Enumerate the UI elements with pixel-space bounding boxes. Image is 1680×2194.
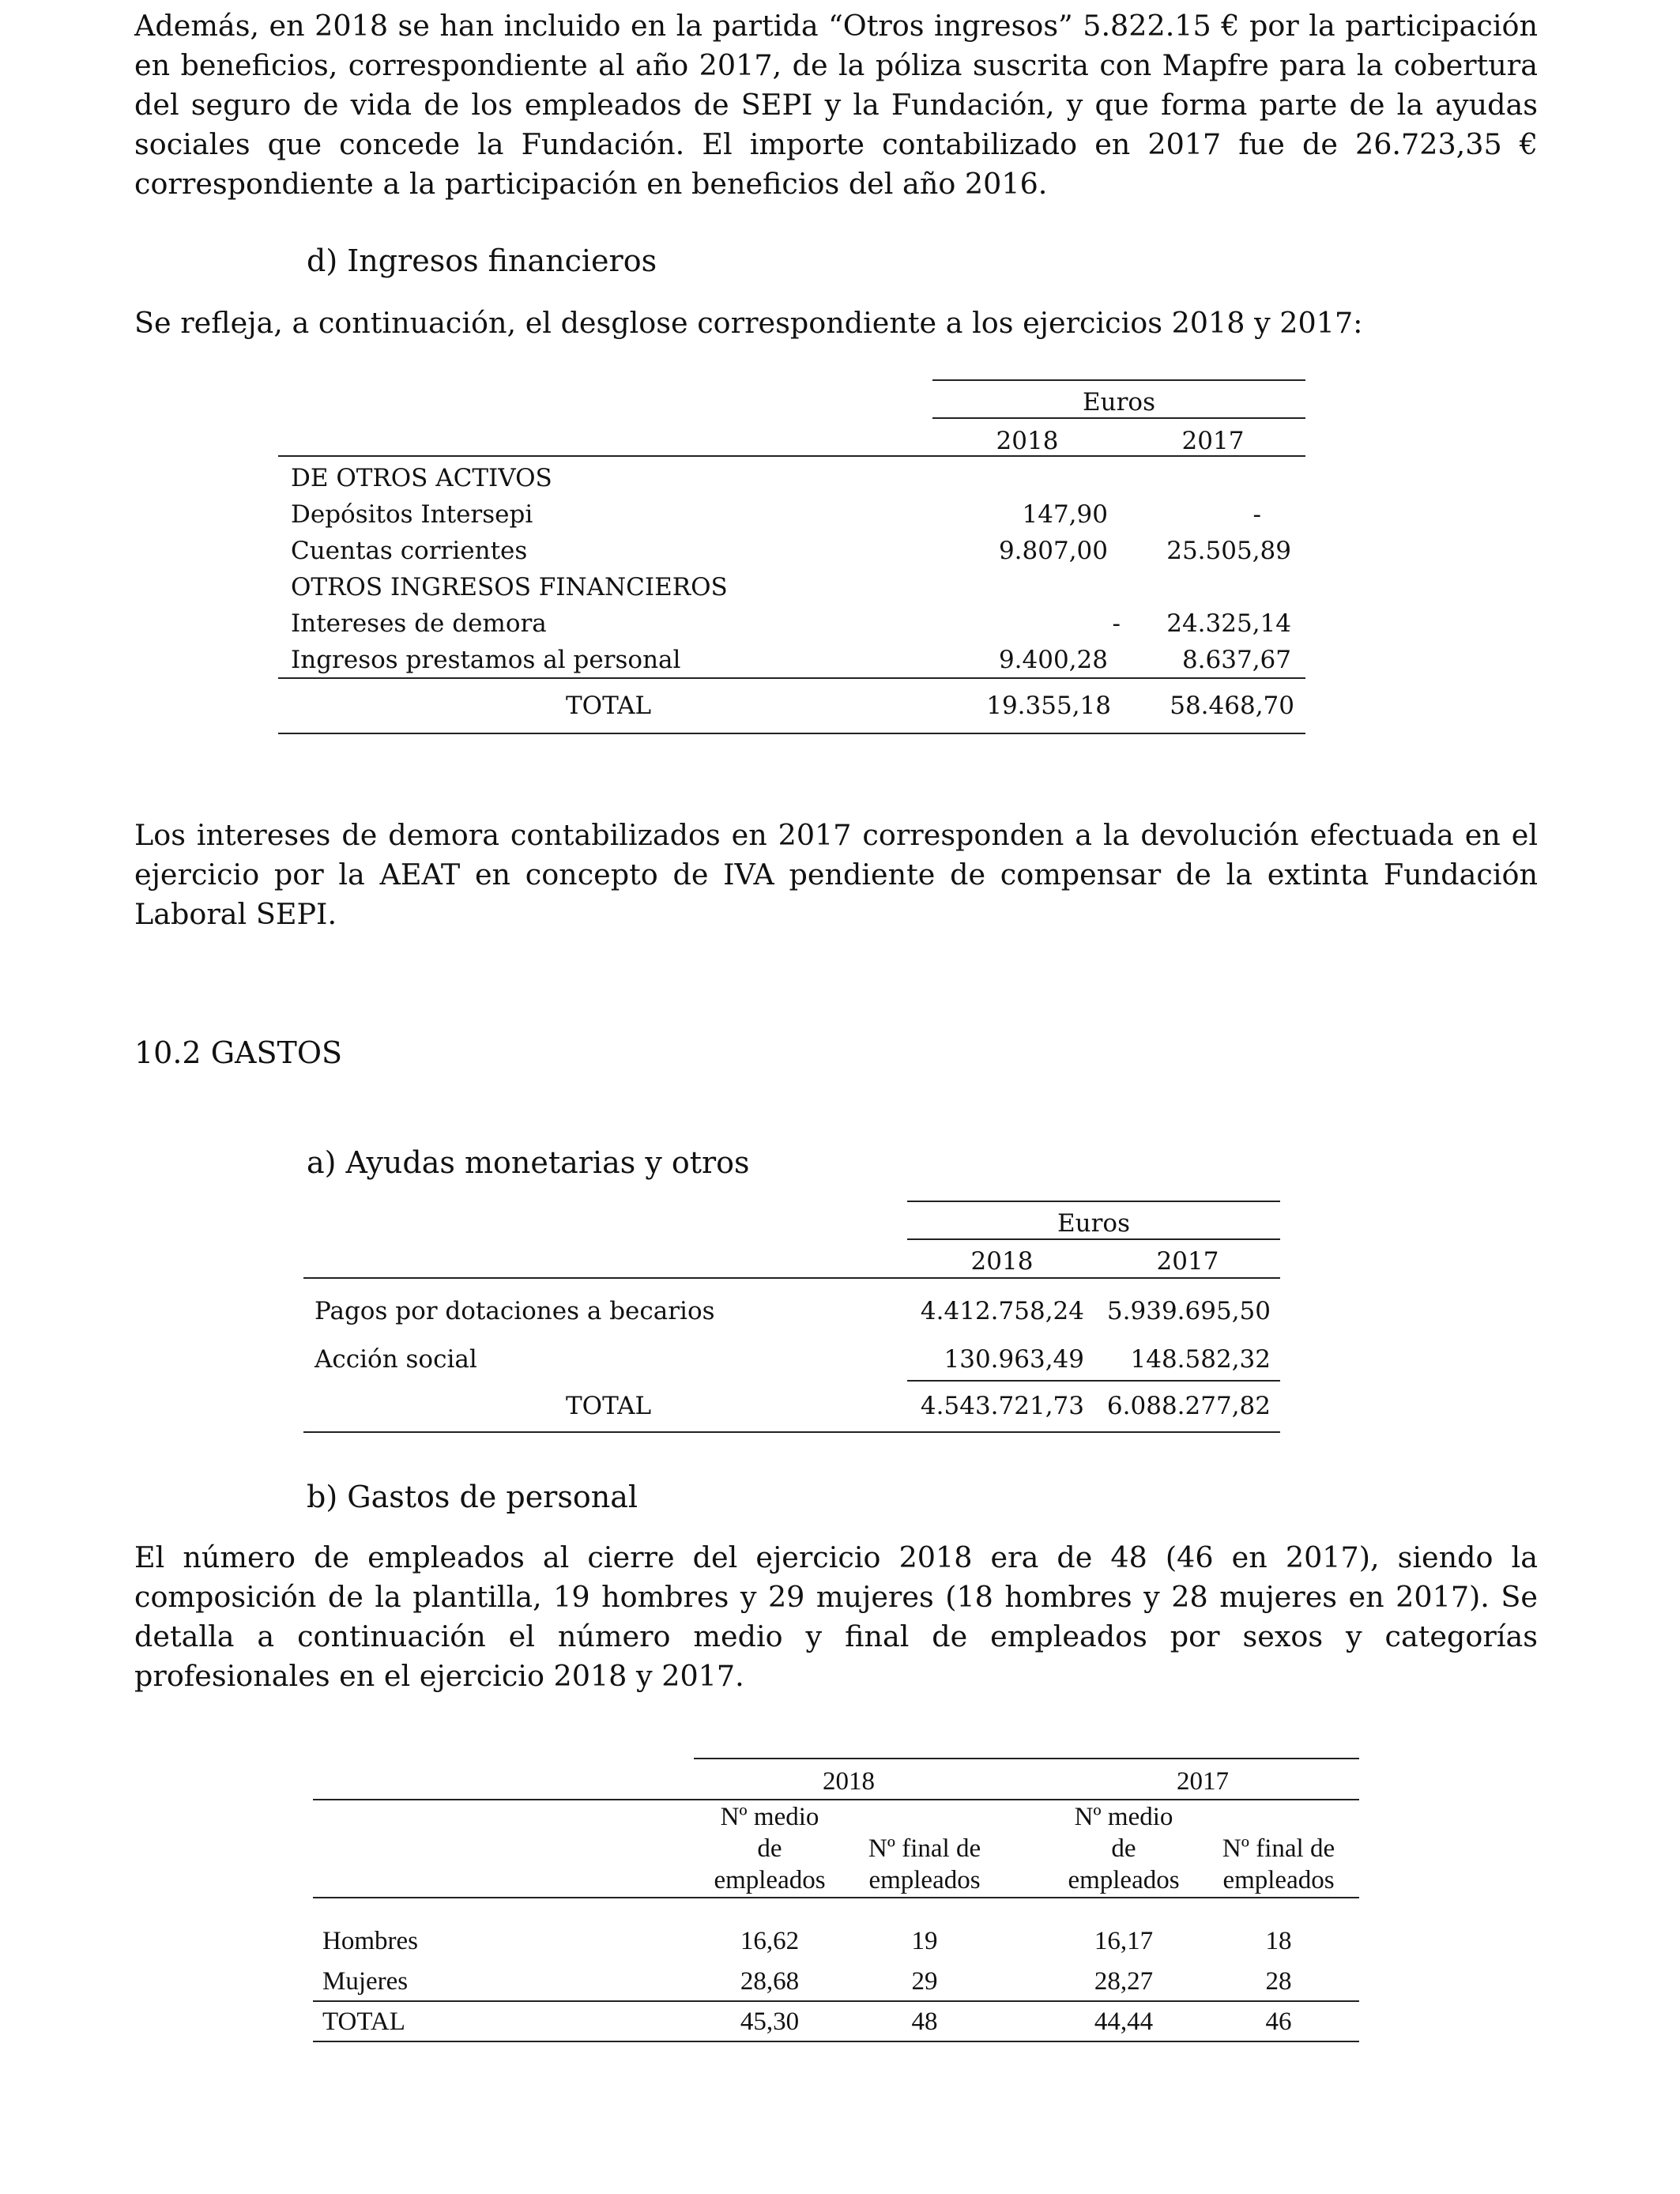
- row-label: Mujeres: [322, 1967, 409, 1996]
- table-rule: [313, 2041, 1359, 2042]
- section-b-heading: b) Gastos de personal: [307, 1480, 638, 1514]
- section-b-intro: El número de empleados al cierre del ejercicio 2018 era de 48 (46 en 2017), siendo la composición de la plantilla, 19 hombres y 29 mujeres (18 hombres y 28 mujeres en 2017). Se detalla a continuación el número medio y final de empleados por sexos y categorías profesionales en el ejercicio 2018 y 2017.: [134, 1540, 1538, 1693]
- section-title: 10.2 GASTOS: [134, 1035, 343, 1070]
- value-2018: 147,90: [1022, 500, 1108, 529]
- row-label: Intereses de demora: [291, 609, 547, 638]
- col-header-medio: empleados: [1068, 1866, 1180, 1894]
- value-2018: 130.963,49: [944, 1345, 1084, 1374]
- total-label: TOTAL: [566, 1392, 652, 1420]
- value-2017: 148.582,32: [1130, 1345, 1271, 1374]
- row-label: DE OTROS ACTIVOS: [291, 464, 552, 492]
- table-rule: [313, 2000, 1359, 2002]
- table-rule: [278, 733, 1305, 734]
- table-rule: [313, 1897, 1359, 1898]
- total-label: TOTAL: [566, 692, 652, 720]
- table-rule: [932, 417, 1305, 419]
- intereses-note: Los intereses de demora contabilizados en 2017 corresponden a la devolución efectuada en el ejercicio por la AEAT en concepto de IVA pendiente de compensar de la extinta Fundación Laboral SEPI.: [134, 818, 1538, 931]
- year-header-2018: 2018: [996, 427, 1059, 455]
- value-2017: -: [1252, 500, 1261, 529]
- final-2018: 48: [911, 2007, 938, 2036]
- final-2018: 19: [911, 1927, 938, 1955]
- row-label: Pagos por dotaciones a becarios: [315, 1297, 715, 1325]
- final-2017: 18: [1265, 1927, 1292, 1955]
- total-2017: 6.088.277,82: [1106, 1392, 1271, 1420]
- col-header-final: empleados: [868, 1866, 981, 1894]
- row-label: Acción social: [315, 1345, 477, 1374]
- year-header-2017: 2017: [1177, 1767, 1229, 1796]
- value-2018: 9.807,00: [998, 537, 1108, 565]
- unit-header: Euros: [1057, 1209, 1130, 1238]
- total-2018: 19.355,18: [986, 692, 1111, 720]
- row-label: Cuentas corrientes: [291, 537, 528, 565]
- total-2018: 4.543.721,73: [920, 1392, 1084, 1420]
- table-rule: [303, 1277, 1280, 1279]
- col-header-medio: Nº medio: [720, 1803, 819, 1831]
- table-rule: [278, 677, 1305, 679]
- row-label: TOTAL: [322, 2007, 405, 2036]
- col-header-final: Nº final de: [1222, 1834, 1335, 1863]
- value-2017: 25.505,89: [1166, 537, 1291, 565]
- medio-2017: 16,17: [1094, 1927, 1154, 1955]
- year-header-2018: 2018: [823, 1767, 875, 1796]
- section-d-intro: Se refleja, a continuación, el desglose correspondiente a los ejercicios 2018 y 2017:: [134, 306, 1363, 340]
- final-2017: 28: [1265, 1967, 1292, 1996]
- table-rule: [907, 1201, 1280, 1202]
- col-header-medio: empleados: [714, 1866, 826, 1894]
- value-2018: 4.412.758,24: [920, 1297, 1084, 1325]
- col-header-final: empleados: [1222, 1866, 1335, 1894]
- col-header-medio: de: [1111, 1834, 1136, 1863]
- medio-2018: 45,30: [740, 2007, 800, 2036]
- table-rule: [694, 1758, 1359, 1759]
- final-2017: 46: [1265, 2007, 1292, 2036]
- row-label: Depósitos Intersepi: [291, 500, 533, 529]
- intro-paragraph: Además, en 2018 se han incluido en la partida “Otros ingresos” 5.822.15 € por la participación en beneficios, correspondiente al año 2017, de la póliza suscrita con Mapfre para la cobertura del seguro de vida de los empleados de SEPI y la Fundación, y que forma parte de la ayudas sociales que concede la Fundación. El importe contabilizado en 2017 fue de 26.723,35 € correspondiente a la participación en beneficios del año 2016.: [134, 9, 1538, 201]
- year-header-2018: 2018: [970, 1247, 1034, 1276]
- section-a-heading: a) Ayudas monetarias y otros: [307, 1145, 750, 1180]
- table-rule: [932, 379, 1305, 381]
- final-2018: 29: [911, 1967, 938, 1996]
- unit-header: Euros: [1083, 388, 1155, 417]
- value-2017: 5.939.695,50: [1106, 1297, 1271, 1325]
- value-2017: 8.637,67: [1181, 646, 1291, 674]
- col-header-final: Nº final de: [868, 1834, 981, 1863]
- table-rule: [907, 1238, 1280, 1240]
- row-label: OTROS INGRESOS FINANCIEROS: [291, 573, 728, 601]
- medio-2018: 16,62: [740, 1927, 800, 1955]
- medio-2017: 28,27: [1094, 1967, 1154, 1996]
- medio-2017: 44,44: [1094, 2007, 1154, 2036]
- table-rule: [303, 1431, 1280, 1433]
- year-header-2017: 2017: [1156, 1247, 1219, 1276]
- value-2017: 24.325,14: [1166, 609, 1291, 638]
- row-label: Hombres: [322, 1927, 418, 1955]
- year-header-2017: 2017: [1181, 427, 1245, 455]
- col-header-medio: de: [757, 1834, 782, 1863]
- col-header-medio: Nº medio: [1074, 1803, 1173, 1831]
- total-2017: 58.468,70: [1170, 692, 1294, 720]
- table-rule: [313, 1799, 1359, 1800]
- medio-2018: 28,68: [740, 1967, 800, 1996]
- value-2018: 9.400,28: [998, 646, 1108, 674]
- section-d-heading: d) Ingresos financieros: [307, 243, 657, 278]
- row-label: Ingresos prestamos al personal: [291, 646, 681, 674]
- table-rule: [278, 455, 1305, 457]
- value-2018: -: [1112, 609, 1121, 638]
- table-rule: [907, 1380, 1280, 1382]
